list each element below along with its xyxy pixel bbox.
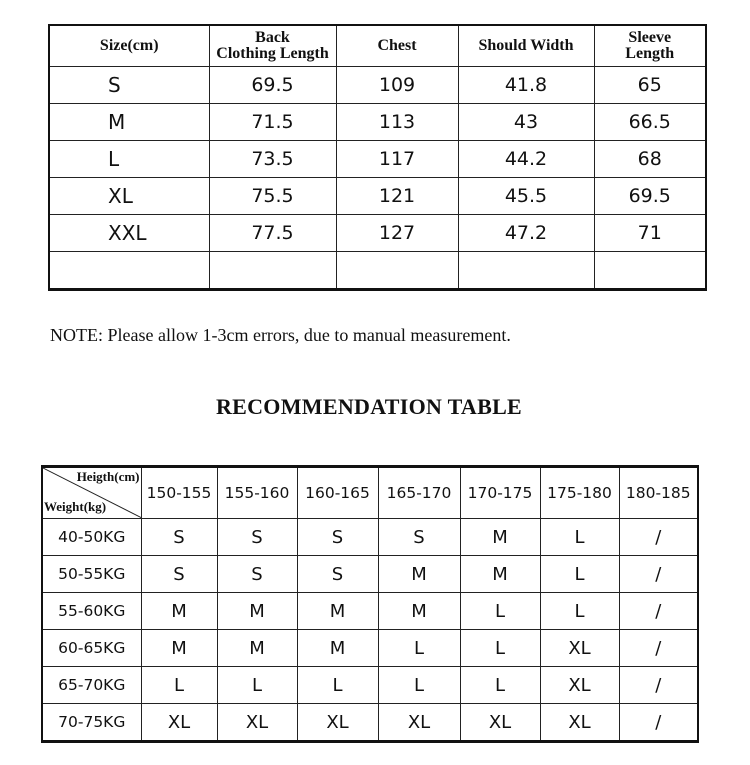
size-rec-cell: XL: [460, 704, 540, 742]
empty-cell: [336, 252, 458, 290]
empty-cell: [209, 252, 336, 290]
shoulder-cell: 45.5: [458, 178, 594, 215]
sleeve-cell: 71: [594, 215, 706, 252]
size-rec-cell: L: [540, 519, 619, 556]
size-cell: XL: [49, 178, 209, 215]
back-length-cell: 77.5: [209, 215, 336, 252]
size-rec-cell: /: [619, 593, 698, 630]
size-row: [49, 141, 706, 178]
back-length-cell: 69.5: [209, 67, 336, 104]
size-rec-cell: L: [141, 667, 217, 704]
sleeve-cell: 69.5: [594, 178, 706, 215]
header-back-length: [209, 25, 336, 67]
height-header-row: [42, 467, 698, 519]
size-rec-cell: XL: [540, 667, 619, 704]
back-length-cell: 75.5: [209, 178, 336, 215]
size-row: [49, 178, 706, 215]
weight-row: [42, 667, 698, 704]
size-cell: S: [49, 67, 209, 104]
weight-axis-label: Weight(kg): [44, 499, 107, 514]
weight-cell: 50-55KG: [42, 556, 141, 593]
header-size: Size(cm): [49, 25, 209, 67]
size-rec-cell: M: [460, 519, 540, 556]
height-range-header: 165-170: [378, 467, 460, 519]
header-sleeve: [594, 25, 706, 67]
chest-cell: 117: [336, 141, 458, 178]
size-rec-cell: M: [141, 593, 217, 630]
size-rec-cell: M: [378, 556, 460, 593]
chest-cell: 121: [336, 178, 458, 215]
weight-row: [42, 519, 698, 556]
header-sleeve-line2: Length: [625, 45, 675, 62]
size-cell: M: [49, 104, 209, 141]
header-chest: Chest: [336, 25, 458, 67]
size-rec-cell: M: [217, 593, 297, 630]
size-rec-cell: XL: [540, 704, 619, 742]
empty-cell: [458, 252, 594, 290]
weight-row: [42, 593, 698, 630]
size-rec-cell: /: [619, 704, 698, 742]
height-range-header: 155-160: [217, 467, 297, 519]
chest-cell: 127: [336, 215, 458, 252]
shoulder-cell: 44.2: [458, 141, 594, 178]
back-length-cell: 73.5: [209, 141, 336, 178]
size-cell: XXL: [49, 215, 209, 252]
size-rec-cell: L: [297, 667, 378, 704]
height-range-header: 180-185: [619, 467, 698, 519]
size-rec-cell: M: [217, 630, 297, 667]
shoulder-cell: 47.2: [458, 215, 594, 252]
sleeve-cell: 68: [594, 141, 706, 178]
corner-header: [42, 467, 141, 519]
size-rec-cell: L: [378, 667, 460, 704]
size-rec-cell: S: [297, 556, 378, 593]
empty-cell: [49, 252, 209, 290]
size-rec-cell: M: [297, 593, 378, 630]
size-rec-cell: S: [217, 519, 297, 556]
chest-cell: 109: [336, 67, 458, 104]
size-rec-cell: XL: [141, 704, 217, 742]
header-back-line1: Back: [255, 29, 290, 46]
size-rec-cell: /: [619, 556, 698, 593]
weight-cell: 65-70KG: [42, 667, 141, 704]
weight-cell: 40-50KG: [42, 519, 141, 556]
size-rec-cell: /: [619, 630, 698, 667]
size-row-empty: [49, 252, 706, 290]
weight-row: [42, 556, 698, 593]
size-row: [49, 104, 706, 141]
header-shoulder: Should Width: [458, 25, 594, 67]
back-length-cell: 71.5: [209, 104, 336, 141]
size-rec-cell: /: [619, 519, 698, 556]
height-range-header: 160-165: [297, 467, 378, 519]
height-range-header: 175-180: [540, 467, 619, 519]
size-rec-cell: M: [460, 556, 540, 593]
weight-cell: 55-60KG: [42, 593, 141, 630]
size-rec-cell: L: [378, 630, 460, 667]
weight-cell: 70-75KG: [42, 704, 141, 742]
size-rec-cell: M: [378, 593, 460, 630]
size-cell: L: [49, 141, 209, 178]
size-rec-cell: L: [540, 593, 619, 630]
recommendation-title: RECOMMENDATION TABLE: [215, 394, 523, 419]
empty-cell: [594, 252, 706, 290]
header-sleeve-line1: Sleeve: [628, 29, 672, 46]
sleeve-cell: 65: [594, 67, 706, 104]
size-rec-cell: S: [378, 519, 460, 556]
sleeve-cell: 66.5: [594, 104, 706, 141]
chest-cell: 113: [336, 104, 458, 141]
size-row: [49, 67, 706, 104]
size-rec-cell: L: [460, 593, 540, 630]
shoulder-cell: 43: [458, 104, 594, 141]
measurement-note: NOTE: Please allow 1-3cm errors, due to manual measurement.: [50, 325, 511, 345]
size-rec-cell: /: [619, 667, 698, 704]
size-rec-cell: S: [141, 519, 217, 556]
height-range-header: 170-175: [460, 467, 540, 519]
weight-cell: 60-65KG: [42, 630, 141, 667]
size-rec-cell: L: [460, 630, 540, 667]
size-rec-cell: L: [540, 556, 619, 593]
size-rec-cell: XL: [378, 704, 460, 742]
size-header-row: [49, 25, 706, 67]
header-back-line2: Clothing Length: [216, 45, 329, 62]
size-chart-table: [48, 24, 707, 291]
height-range-header: 150-155: [141, 467, 217, 519]
weight-row: [42, 630, 698, 667]
size-rec-cell: S: [217, 556, 297, 593]
size-rec-cell: XL: [217, 704, 297, 742]
weight-row: [42, 704, 698, 742]
size-rec-cell: XL: [540, 630, 619, 667]
shoulder-cell: 41.8: [458, 67, 594, 104]
size-rec-cell: L: [217, 667, 297, 704]
recommendation-table: [41, 465, 699, 743]
size-row: [49, 215, 706, 252]
size-rec-cell: XL: [297, 704, 378, 742]
size-rec-cell: M: [297, 630, 378, 667]
size-rec-cell: L: [460, 667, 540, 704]
size-rec-cell: M: [141, 630, 217, 667]
size-rec-cell: S: [141, 556, 217, 593]
height-axis-label: Heigth(cm): [76, 469, 140, 484]
size-rec-cell: S: [297, 519, 378, 556]
